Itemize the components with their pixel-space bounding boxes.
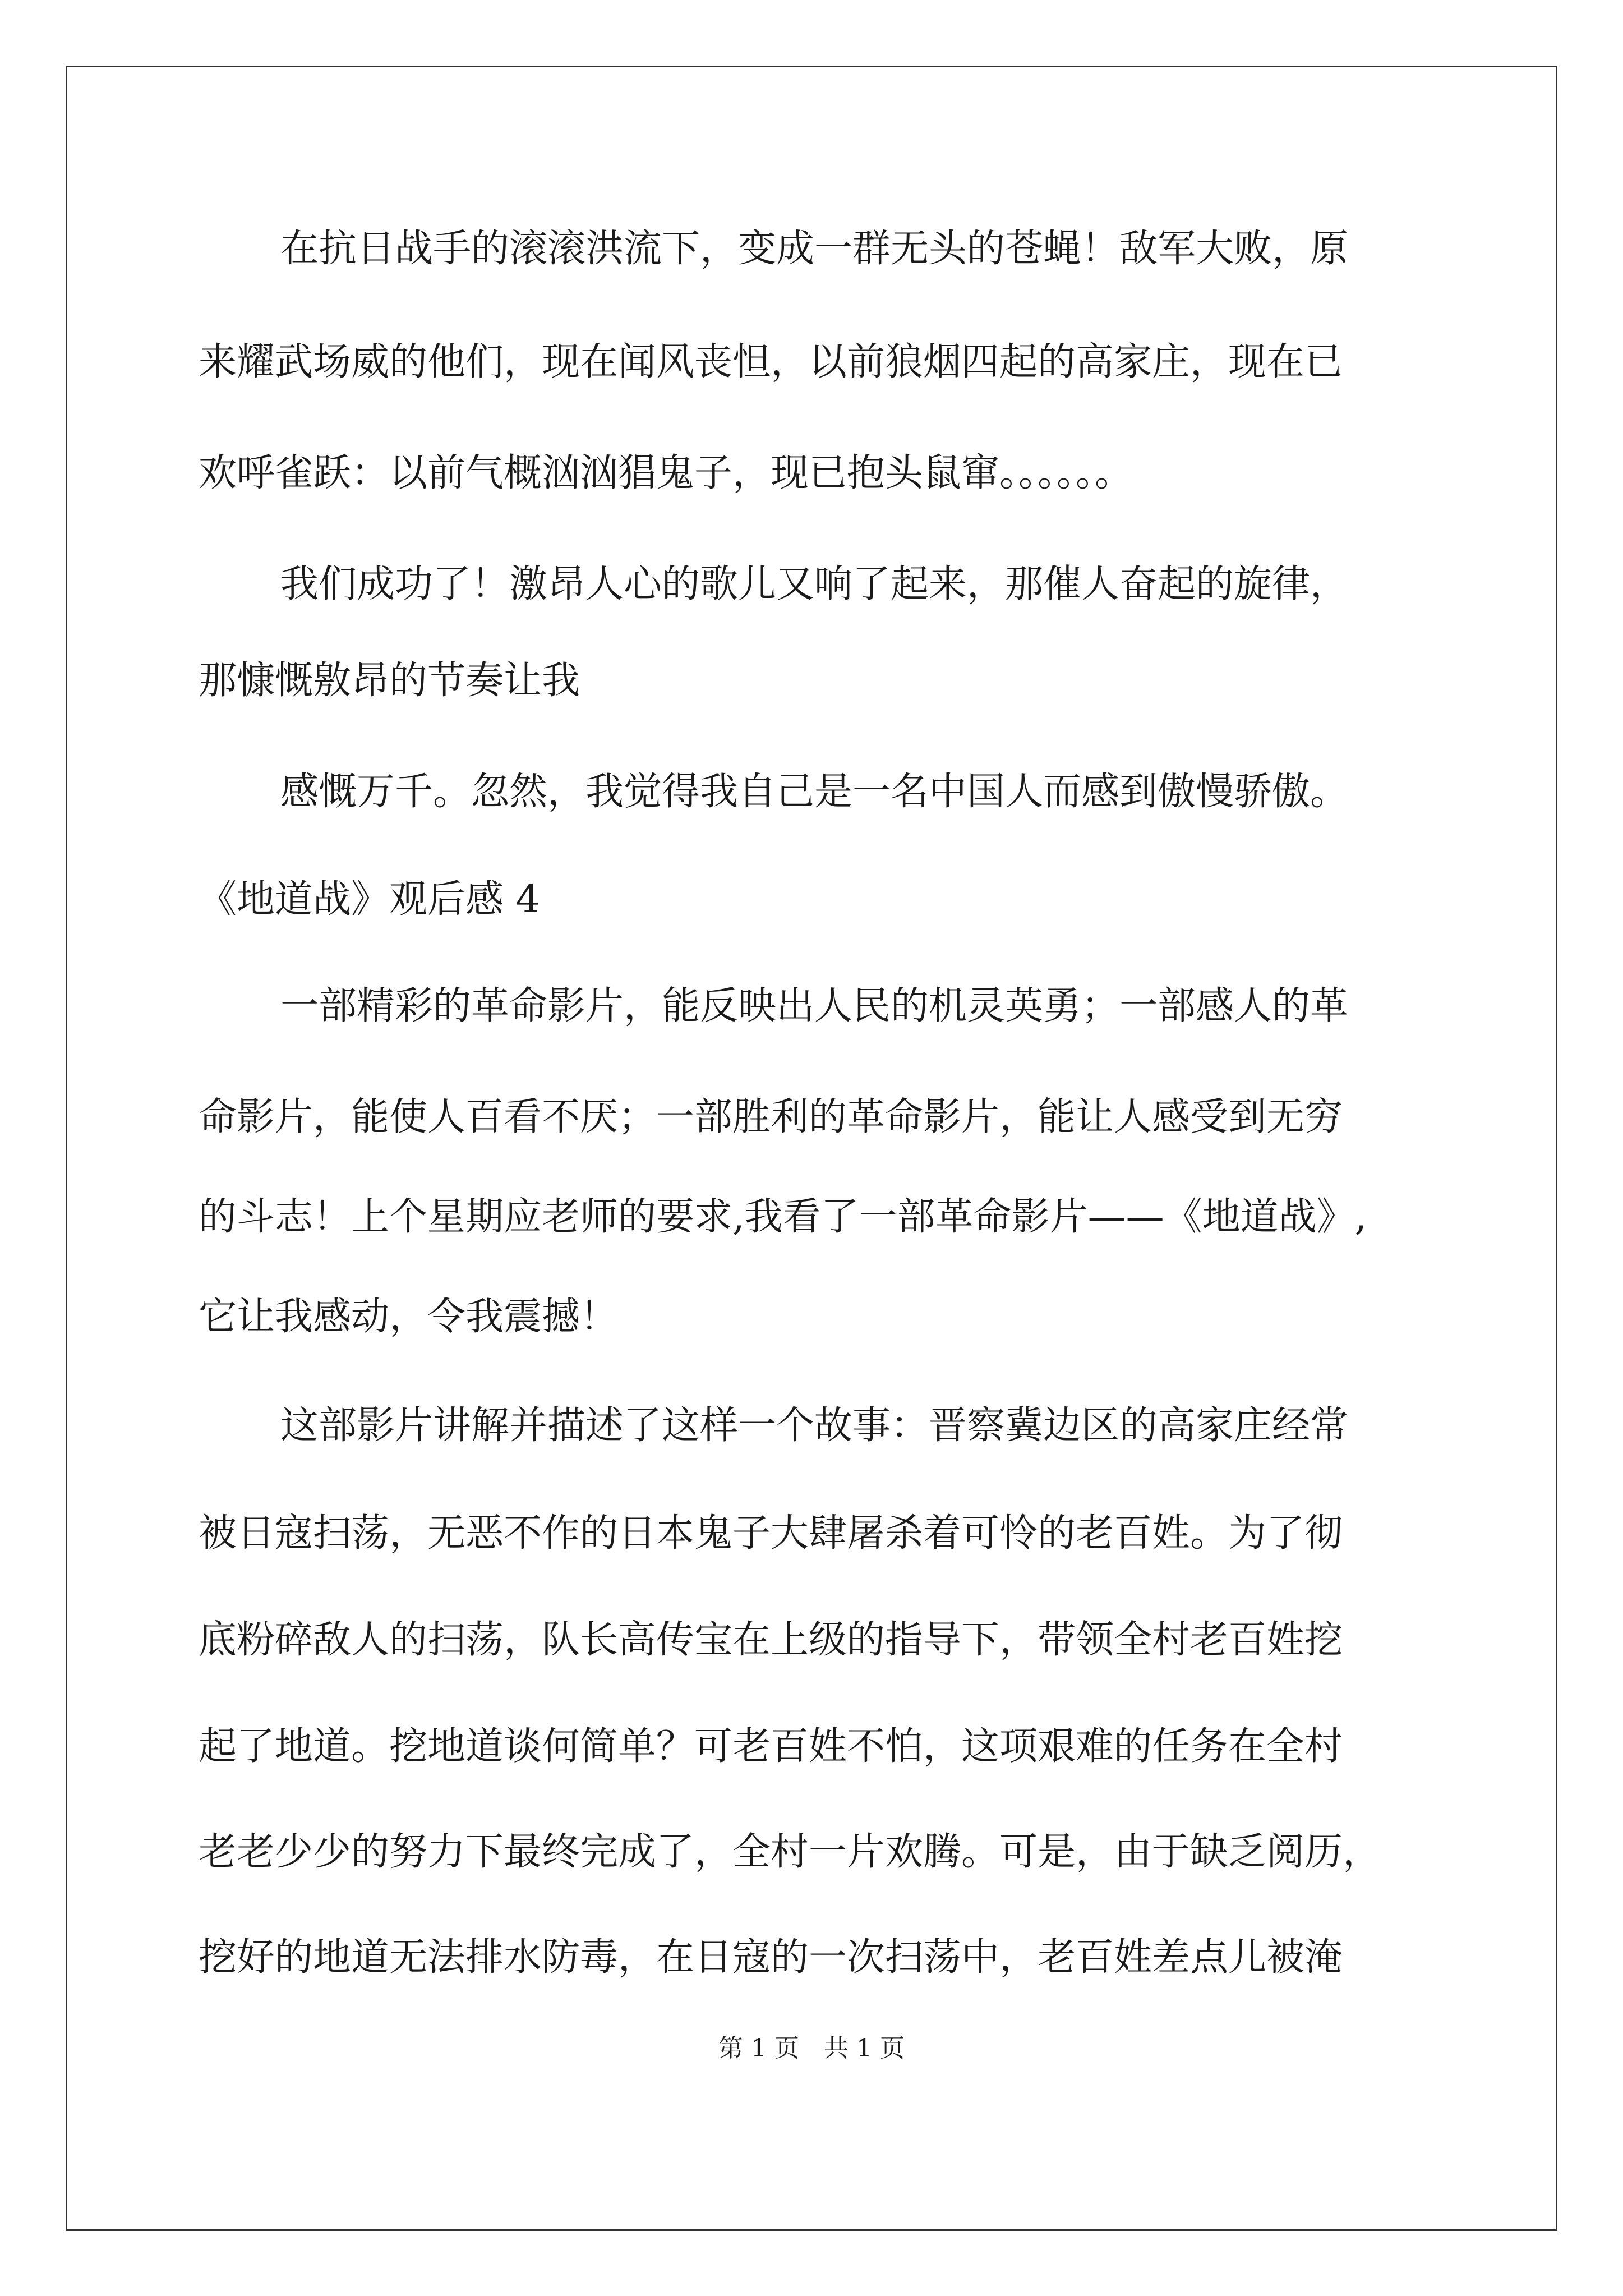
- section-heading: 《地道战》观后感 4: [199, 877, 540, 922]
- text-line: 底粉碎敌人的扫荡，队长高传宝在上级的指导下，带领全村老百姓挖: [199, 1618, 1343, 1662]
- text-line: 的斗志！上个星期应老师的要求,我看了一部革命影片——《地道战》,: [199, 1195, 1367, 1239]
- text-line: 感慨万千。忽然，我觉得我自己是一名中国人而感到傲慢骄傲。: [280, 770, 1349, 814]
- text-line: 一部精彩的革命影片，能反映出人民的机灵英勇；一部感人的革: [280, 984, 1349, 1028]
- text-line: 挖好的地道无法排水防毒，在日寇的一次扫荡中，老百姓差点儿被淹: [199, 1935, 1343, 1980]
- text-line: 我们成功了！激昂人心的歌儿又响了起来，那催人奋起的旋律，: [280, 562, 1349, 606]
- text-line: 在抗日战手的滚滚洪流下，变成一群无头的苍蝇！敌军大败，原: [280, 227, 1349, 271]
- text-line: 它让我感动，令我震撼！: [199, 1295, 619, 1339]
- text-line: 起了地道。挖地道谈何简单？可老百姓不怕，这项艰难的任务在全村: [199, 1724, 1343, 1769]
- text-line: 欢呼雀跃：以前气概汹汹猖鬼子，现已抱头鼠窜。。。。。。: [199, 451, 1133, 495]
- text-line: 老老少少的努力下最终完成了，全村一片欢腾。可是，由于缺乏阅历，: [199, 1830, 1381, 1874]
- text-line: 命影片，能使人百看不厌；一部胜利的革命影片，能让人感受到无穷: [199, 1095, 1343, 1139]
- page-border: [66, 66, 1557, 2231]
- text-line: 那慷慨敫昂的节奏让我: [199, 659, 580, 703]
- page-number: 第 1 页 共 1 页: [718, 2034, 905, 2063]
- text-line: 来耀武场威的他们，现在闻风丧怛，以前狼烟四起的高家庄，现在已: [199, 340, 1343, 384]
- text-line: 被日寇扫荡，无恶不作的日本鬼子大肆屠杀着可怜的老百姓。为了彻: [199, 1511, 1343, 1556]
- text-line: 这部影片讲解并描述了这样一个故事：晋察冀边区的高家庄经常: [280, 1404, 1349, 1448]
